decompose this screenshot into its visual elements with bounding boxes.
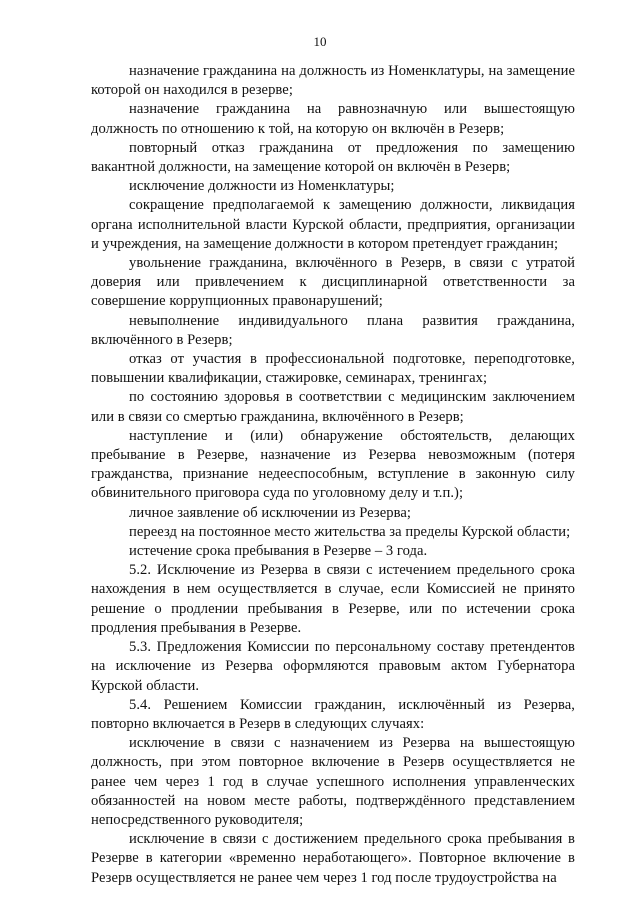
paragraph: исключение в связи с достижением предельного срока пребывания в Резерве в категории «временно неработающего». Повторное включение в Резерв осуществляется не ранее чем через 1 год после трудоустройства на	[91, 831, 575, 886]
paragraph: 5.4. Решением Комиссии гражданин, исключённый из Резерва, повторно включается в Резерв в следующих случаях:	[91, 696, 575, 732]
paragraph: увольнение гражданина, включённого в Резерв, в связи с утратой доверия или привлечением к дисциплинарной ответственности за совершение коррупционных правонарушений;	[91, 255, 575, 310]
paragraph: отказ от участия в профессиональной подготовке, переподготовке, повышении квалификации, стажировке, семинарах, тренингах;	[91, 351, 575, 387]
paragraph: сокращение предполагаемой к замещению должности, ликвидация органа исполнительной власти Курской области, предприятия, организации и учреждения, на замещение должности в котором претендует гражданин;	[91, 197, 575, 252]
paragraph: повторный отказ гражданина от предложения по замещению вакантной должности, на замещение которой он включён в Резерв;	[91, 139, 575, 176]
paragraph: исключение должности из Номенклатуры;	[129, 178, 395, 195]
paragraph: 5.2. Исключение из Резерва в связи с истечением предельного срока нахождения в нем осуществляется в случае, если Комиссией не принято решение о продлении пребывания в Резерве, или по истечении срока продления пребывания в Резерве.	[91, 562, 575, 636]
document-body	[91, 62, 575, 888]
paragraph: 5.3. Предложения Комиссии по персональному составу претендентов на исключение из Резерва оформляются правовым актом Губернатора Курской области.	[91, 639, 575, 694]
paragraph: наступление и (или) обнаружение обстоятельств, делающих пребывание в Резерве, назначение из Резерва невозможным (потеря гражданства, признание недееспособным, вступление в законную силу обвинительного приговора суда по уголовному делу и т.п.);	[91, 427, 575, 502]
paragraph: назначение гражданина на должность из Номенклатуры, на замещение которой он находился в резерве;	[91, 63, 575, 99]
paragraph: истечение срока пребывания в Резерве – 3 года.	[129, 543, 428, 560]
paragraph: назначение гражданина на равнозначную или вышестоящую должность по отношению к той, на которую он включён в Резерв;	[91, 101, 575, 137]
paragraph: личное заявление об исключении из Резерва;	[129, 504, 411, 521]
paragraph: переезд на постоянное место жительства за пределы Курской области;	[129, 523, 571, 540]
page-number: 10	[313, 34, 327, 49]
paragraph: исключение в связи с назначением из Резерва на вышестоящую должность, при этом повторное включение в Резерв осуществляется не ранее чем через 1 год в случае успешного исполнения управленческих обязанностей на новом месте работы, подтверждённого представлением непосредственного руководителя;	[91, 735, 575, 828]
paragraph: невыполнение индивидуального плана развития гражданина, включённого в Резерв;	[91, 312, 575, 348]
paragraph: по состоянию здоровья в соответствии с медицинским заключением или в связи со смертью гражданина, включённого в Резерв;	[91, 389, 575, 425]
